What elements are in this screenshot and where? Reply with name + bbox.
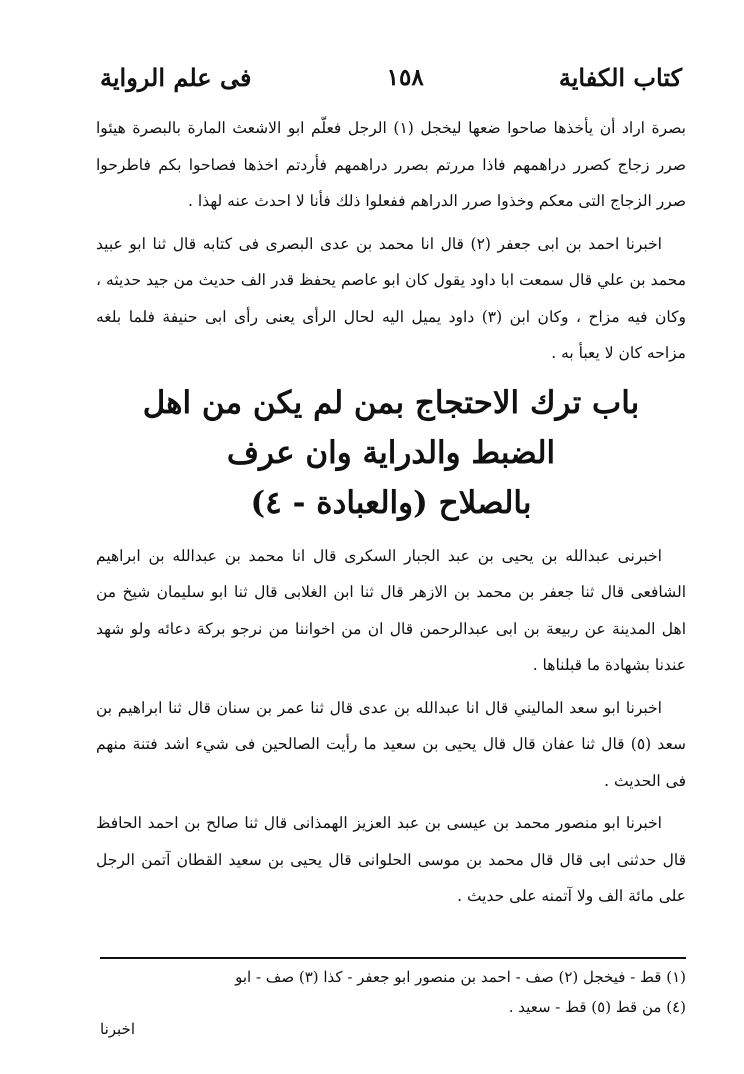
page-body bbox=[96, 110, 686, 921]
chapter-heading-line-2: الضبط والدراية وان عرف bbox=[226, 434, 556, 471]
section-title: فى علم الرواية bbox=[100, 62, 252, 92]
page-number: ١٥٨ bbox=[386, 63, 424, 91]
footnote-line-1: (١) قط - فيخجل (٢) صف - احمد بن منصور ابو جعفر - كذا (٣) صف - ابو bbox=[235, 968, 686, 986]
paragraph-narration: اخبرنا احمد بن ابى جعفر (٢) قال انا محمد بن عدى البصرى فى كتابه قال ثنا ابو عبيد محمد بن علي قال سمعت ابا داود يقول كان ابو عاصم يحفظ قدر الف حديث من جيد حديثه ، وكان فيه مزاح ، وكان ابن (٣) داود يميل اليه لحال الرأى يعنى رأى ابى حنيفة فلما بلغه مزاحه كان لا يعبأ به . bbox=[96, 234, 686, 362]
footnotes bbox=[100, 962, 686, 1022]
footnote-line-2: (٤) من قط (٥) قط - سعيد . bbox=[508, 998, 686, 1016]
narration-2: اخبرنا ابو سعد الماليني قال انا عبدالله بن عدى قال ثنا عمر بن سنان قال ثنا ابراهيم بن سعد (٥) قال ثنا عفان قال قال يحيى بن سعيد ما رأيت الصالحين فى شيء اشد فتنة منهم فى الحديث . bbox=[96, 698, 687, 790]
chapter-heading-line-3: بالصلاح (والعبادة - ٤) bbox=[250, 484, 532, 521]
chapter-heading-line-1: باب ترك الاحتجاج بمن لم يكن من اهل bbox=[142, 384, 640, 421]
narration-3: اخبرنا ابو منصور محمد بن عيسى بن عبد العزيز الهمذانى قال ثنا صالح بن احمد الحافظ قال حدثنى ابى قال قال محمد بن موسى الحلوانى قال يحيى بن سعيد القطان آتمن الرجل على مائة الف ولا آتمنه على حديث . bbox=[96, 814, 686, 905]
footnote-divider bbox=[100, 957, 686, 959]
narration-1: اخبرنى عبدالله بن يحيى بن عبد الجبار السكرى قال انا محمد بن عبدالله بن ابراهيم الشافعى قال ثنا جعفر بن محمد بن الازهر قال ثنا ابن الغلابى قال ثنا ابو سليمان شيخ من اهل المدينة عن ربيعة بن ابى عبدالرحمن قال ان من اخواننا من نرجو بركة دعائه ولو شهد عندنا بشهادة ما قبلناها . bbox=[96, 546, 686, 674]
catchword: اخبرنا bbox=[100, 1020, 135, 1038]
chapter-heading bbox=[96, 378, 686, 528]
book-title: كتاب الكفاية bbox=[558, 62, 682, 92]
paragraph-continuation: بصرة اراد أن يأخذها صاحوا ضعها ليخجل (١) الرجل فعلّم ابو الاشعث المارة بالبصرة هيئوا صرر زجاج كصرر دراهمهم فاذا مررتم بصرر دراهمهم فأردتم اخذها فصاحوا بكم فاطرحوا صرر الزجاج التى معكم وخذوا صرر الدراهم ففعلوا ذلك فأنا لا احدث عنه لهذا . bbox=[96, 119, 686, 210]
running-header bbox=[100, 58, 682, 96]
